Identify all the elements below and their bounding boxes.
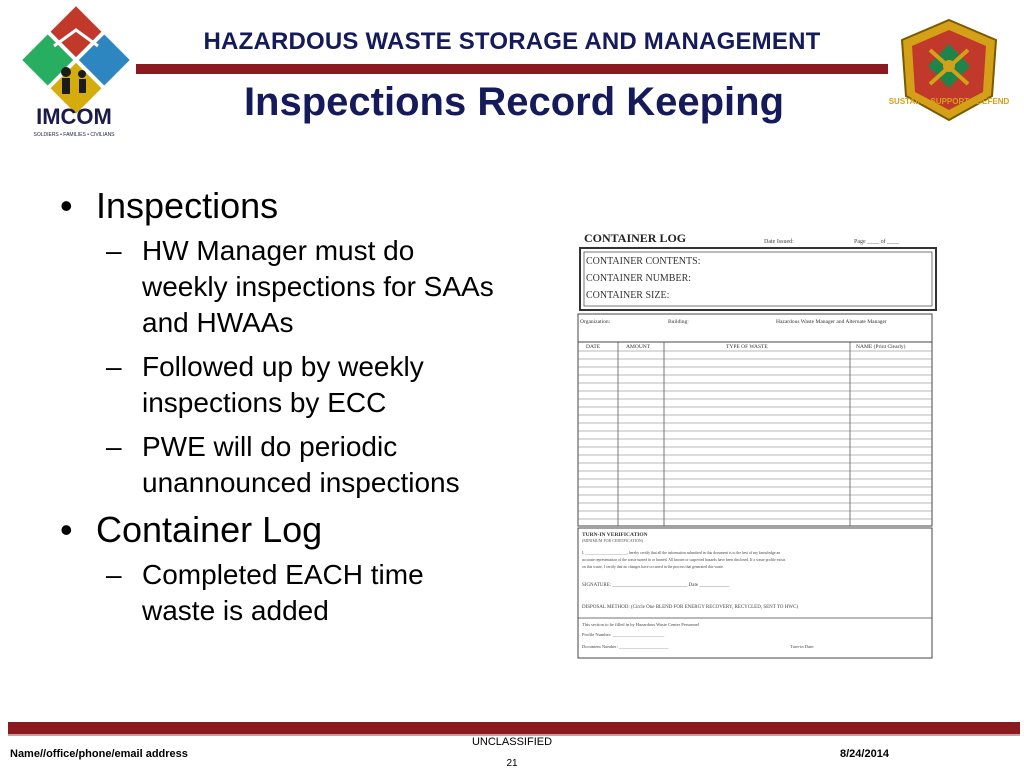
form-organization: Organization:	[580, 319, 611, 325]
form-profile-number: Profile Number: _______________________	[582, 632, 665, 637]
form-manager: Hazardous Waste Manager and Alternate Manager	[776, 319, 887, 325]
classification-label: UNCLASSIFIED	[471, 736, 553, 748]
form-title: CONTAINER LOG	[584, 231, 687, 245]
footer-contact: Name//office/phone/email address	[10, 748, 188, 760]
bullet-list	[60, 185, 500, 637]
form-turnin-sub: (MINIMUM FOR CERTIFICATION)	[582, 538, 644, 543]
column-type: TYPE OF WASTE	[726, 344, 768, 350]
bullet-inspections: • Inspections	[60, 185, 500, 227]
column-name: NAME (Print Clearly)	[856, 344, 906, 350]
imcom-logo-text: IMCOM	[36, 104, 112, 129]
container-log-form	[572, 228, 942, 696]
column-date: DATE	[586, 344, 601, 350]
imcom-logo-tagline: SOLDIERS • FAMILIES • CIVILIANS	[33, 132, 115, 138]
form-number: CONTAINER NUMBER:	[586, 273, 692, 284]
army-seal	[888, 18, 1010, 122]
form-date-issued: Date Issued:	[764, 239, 794, 245]
slide-topic: HAZARDOUS WASTE STORAGE AND MANAGEMENT	[203, 28, 821, 55]
imcom-logo	[14, 16, 134, 140]
page-number: 21	[506, 758, 518, 769]
form-document-number: Document Number: ______________________	[582, 644, 669, 649]
seal-motto: SUSTAIN • SUPPORT • DEFEND	[888, 97, 1010, 106]
form-building: Building:	[668, 319, 689, 325]
form-turnin: TURN-IN VERIFICATION	[582, 532, 648, 538]
sub-bullet: – HW Manager must do weekly inspections for SAAs and HWAAs	[106, 233, 500, 341]
bullet-container-log: • Container Log	[60, 509, 500, 551]
form-section-note: This section to be filled in by Hazardous Waste Center Personnel	[582, 622, 700, 627]
form-signature: SIGNATURE: ______________________________ Date ____________	[582, 583, 730, 588]
sub-bullet: – Followed up by weekly inspections by ECC	[106, 349, 500, 421]
form-cert-line1: I, ______________________, hereby certify that all the information submitted in this document is to the best of my knowledge an	[582, 551, 781, 555]
header-bar	[136, 64, 888, 74]
form-turnin-date: Turn-in Date:	[790, 644, 815, 649]
form-page: Page ____ of ____	[854, 239, 900, 245]
form-cert-line3: on this waste, I certify that no changes have occurred in the process that generated this waste.	[582, 565, 724, 569]
form-size: CONTAINER SIZE:	[586, 290, 670, 301]
footer-bar	[8, 722, 1020, 734]
sub-bullet: – PWE will do periodic unannounced inspections	[106, 429, 500, 501]
column-amount: AMOUNT	[626, 344, 651, 350]
form-contents: CONTAINER CONTENTS:	[586, 256, 701, 267]
sub-bullet: – Completed EACH time waste is added	[106, 557, 500, 629]
slide-title: Inspections Record Keeping	[243, 80, 785, 124]
footer-date: 8/24/2014	[840, 748, 889, 760]
form-cert-line2: accurate representation of the waste turned in or burned. All known or suspected hazards have been disclosed. If a waste profile exists	[582, 558, 786, 562]
form-disposal: DISPOSAL METHOD: (Circle One BLEND FOR ENERGY RECOVERY, RECYCLED, SENT TO HWC)	[582, 605, 799, 610]
